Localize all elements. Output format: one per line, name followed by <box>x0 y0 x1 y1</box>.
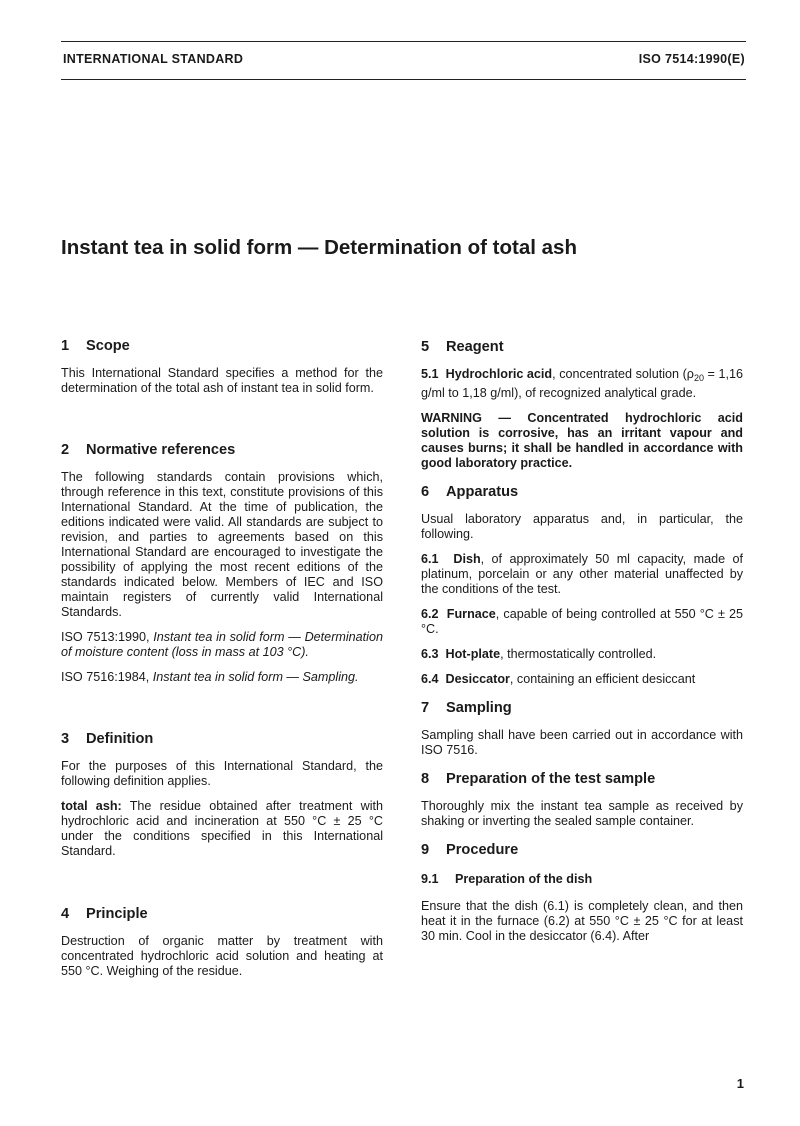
principle-text: Destruction of organic matter by treatment with concentrated hydrochloric acid solution and heating at 550 °C. Weighing of the residue. <box>61 934 383 978</box>
apparatus-hot-plate: 6.3 Hot-plate, thermostatically controlled. <box>421 647 657 661</box>
section-heading: 8 Preparation of the test sample <box>421 771 656 787</box>
definition-total-ash: total ash: The residue obtained after treatment with hydrochloric acid and incineration at 550 °C ± 25 °C under the conditions specified in this International Standard. <box>61 799 383 858</box>
section-heading: 7 Sampling <box>421 700 512 716</box>
section-heading: 4 Principle <box>61 906 148 922</box>
definition-text: For the purposes of this International Standard, the following definition applies. <box>61 759 383 788</box>
reagent-warning: WARNING — Concentrated hydrochloric acid solution is corrosive, has an irritant vapour and causes burns; it shall be handled in accordance with good laboratory practice. <box>421 411 743 470</box>
section-reagent <box>421 338 743 471</box>
section-heading: 6 Apparatus <box>421 484 519 500</box>
page-title: Instant tea in solid form — Determination of total ash <box>61 236 577 259</box>
reference-iso-7516: ISO 7516:1984, Instant tea in solid form — Sampling. <box>61 670 359 684</box>
left-column <box>61 337 383 979</box>
apparatus-furnace: 6.2 Furnace, capable of being controlled at 550 °C ± 25 °C. <box>421 607 744 636</box>
section-heading: 3 Definition <box>61 731 154 747</box>
apparatus-text: Usual laboratory apparatus and, in particular, the following. <box>421 512 743 541</box>
section-heading: 5 Reagent <box>421 339 504 355</box>
reference-iso-7513: ISO 7513:1990, Instant tea in solid form — Determination of moisture content (loss in mass at 103 °C). <box>61 630 383 659</box>
test-sample-text: Thoroughly mix the instant tea sample as received by shaking or inverting the sealed sample container. <box>421 799 743 828</box>
section-test-sample <box>421 770 743 829</box>
subsection-heading: 9.1 Preparation of the dish <box>421 872 593 886</box>
right-column <box>421 338 743 944</box>
apparatus-dish: 6.1 Dish, of approximately 50 ml capacity, made of platinum, porcelain or any other material unaffected by the conditions of the test. <box>421 552 743 596</box>
header-top-rule <box>61 41 746 42</box>
section-scope <box>61 337 383 396</box>
section-apparatus <box>421 483 743 687</box>
section-heading: 1 Scope <box>61 338 130 354</box>
scope-text: This International Standard specifies a method for the determination of the total ash of instant tea in solid form. <box>61 366 383 395</box>
section-sampling <box>421 699 743 758</box>
header-standard-label: INTERNATIONAL STANDARD <box>63 52 244 66</box>
header-document-number: ISO 7514:1990(E) <box>638 52 745 66</box>
section-principle <box>61 905 383 979</box>
sampling-text: Sampling shall have been carried out in accordance with ISO 7516. <box>421 728 743 757</box>
section-definition <box>61 730 383 859</box>
page-number: 1 <box>736 1076 744 1091</box>
reagent-hydrochloric-acid: 5.1 Hydrochloric acid, concentrated solution ($\rho_{20} = 1,16$ g/ml to 1,18 g/ml), of recognized analytical grade. <box>421 367 743 400</box>
preparation-dish-text: Ensure that the dish (6.1) is completely clean, and then heat it in the furnace (6.2) at 550 °C ± 25 °C for at least 30 min. Cool in the desiccator (6.4). After <box>421 899 743 943</box>
section-procedure <box>421 841 743 944</box>
section-heading: 2 Normative references <box>61 442 236 458</box>
normative-references-text: The following standards contain provisions which, through reference in this text, constitute provisions of this International Standard. At the time of publication, the editions indicated were valid. All standards are subject to revision, and parties to agreements based on this International Standard are encouraged to investigate the possibility of applying the most recent editions of the standards indicated below. Members of IEC and ISO maintain registers of currently valid International Standards. <box>61 470 383 619</box>
apparatus-desiccator: 6.4 Desiccator, containing an efficient desiccant <box>421 672 696 686</box>
header-bottom-rule <box>61 79 746 80</box>
section-normative-references <box>61 441 383 685</box>
section-heading: 9 Procedure <box>421 842 519 858</box>
